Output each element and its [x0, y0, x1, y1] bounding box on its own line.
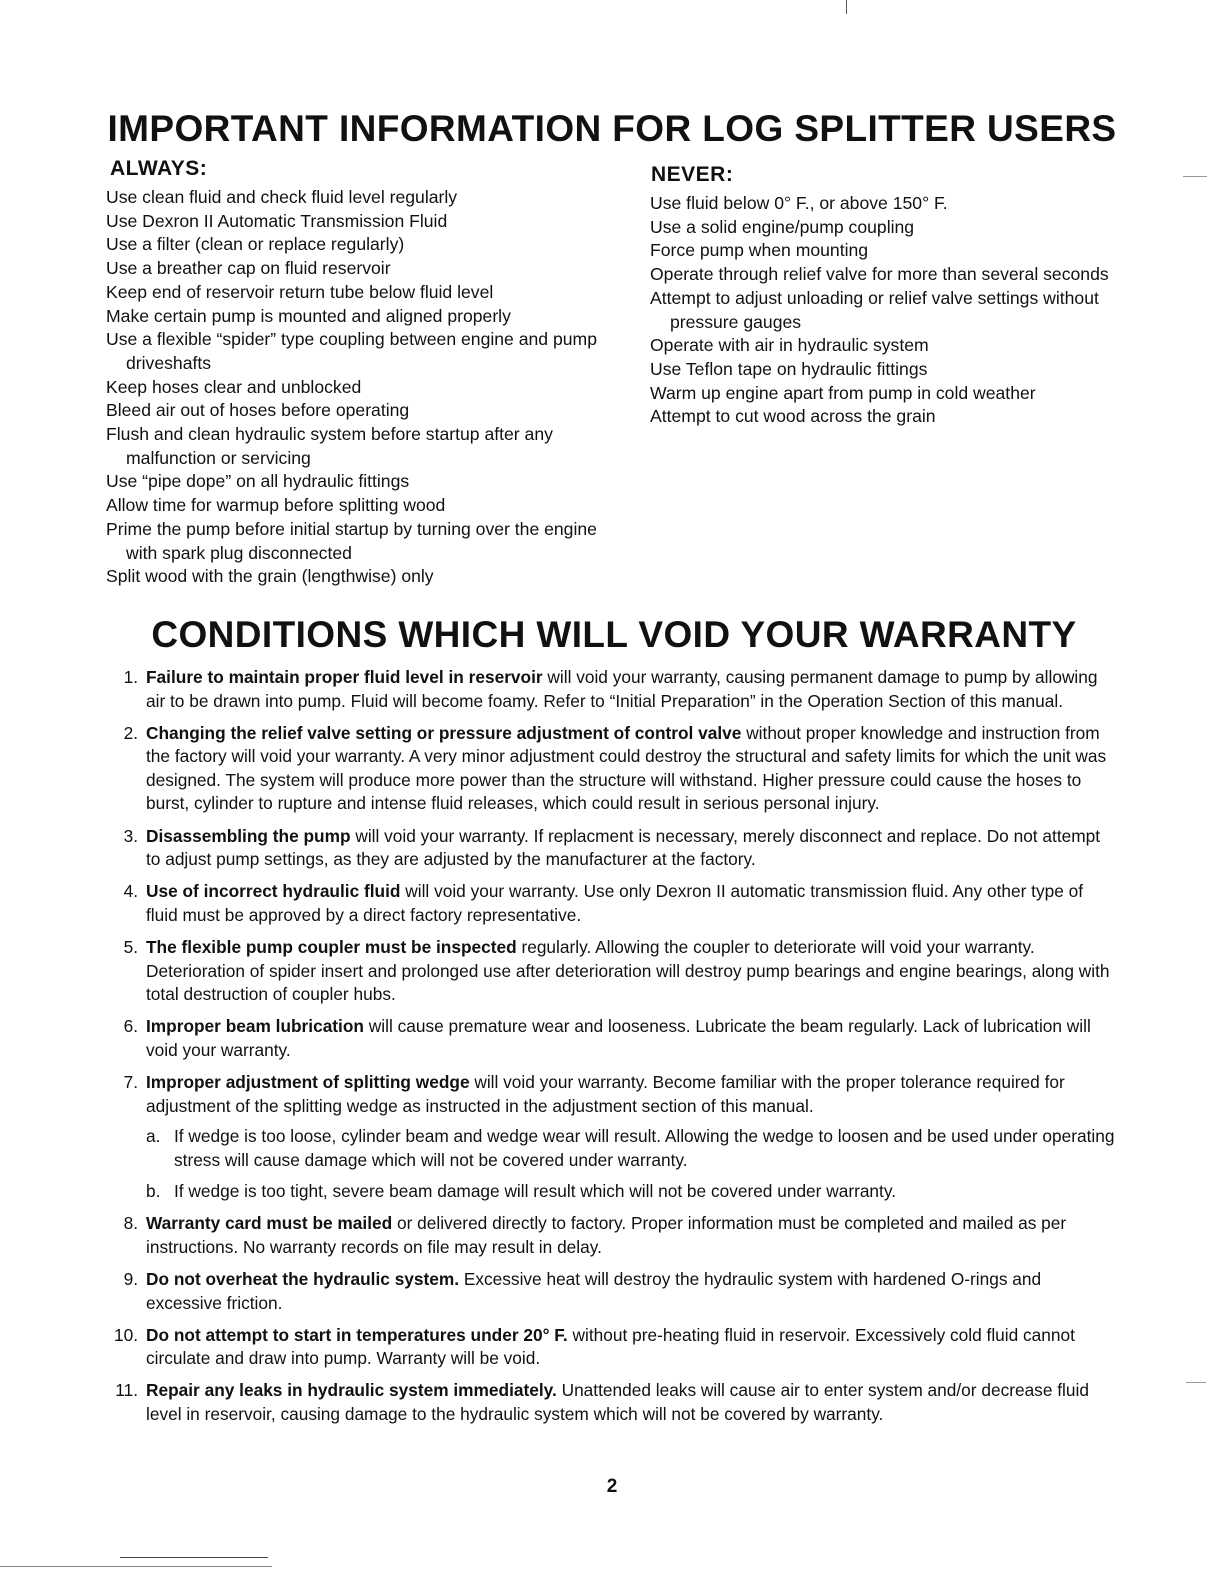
sub-condition — [146, 1125, 1116, 1172]
warranty-condition — [104, 880, 1116, 927]
list-item: Split wood with the grain (lengthwise) only — [106, 566, 434, 587]
condition-text: without pre-heating fluid in reservoir. Excessively cold fluid cannot circulate and draw into pump. Warranty will be void. — [146, 1324, 1075, 1369]
edge-mark — [1183, 176, 1207, 177]
condition-text: or delivered directly to factory. Proper information must be completed and mailed as per instructions. No warranty records on file may result in delay. — [146, 1213, 1067, 1257]
list-item: Keep end of reservoir return tube below fluid level — [106, 281, 494, 302]
warranty-condition — [104, 936, 1116, 1007]
list-item: Operate through relief valve for more than several seconds — [650, 264, 1109, 285]
condition-text: regularly. Allowing the coupler to deteriorate will void your warranty. Deterioration of spider insert and prolonged use after deterioration will destroy pump bearings and engine bearings, along with total destruction of coupler hubs. — [146, 936, 1110, 1005]
condition-sublist — [146, 1125, 1116, 1204]
list-item: Force pump when mounting — [650, 240, 869, 261]
warranty-title: CONDITIONS WHICH WILL VOID YOUR WARRANTY — [151, 614, 1077, 655]
condition-number: 8. — [123, 1213, 138, 1234]
list-item: Use clean fluid and check fluid level regularly — [106, 187, 458, 207]
list-item: Flush and clean hydraulic system before startup after any malfunction or servicing — [106, 424, 553, 468]
condition-lead: Use of incorrect hydraulic fluid — [146, 881, 401, 902]
warranty-condition — [104, 1015, 1116, 1062]
sub-condition-label: b. — [146, 1181, 161, 1202]
condition-number: 1. — [123, 667, 138, 687]
list-item: Attempt to cut wood across the grain — [650, 406, 936, 427]
list-item: Prime the pump before initial startup by turning over the engine with spark plug disconnected — [106, 518, 597, 563]
never-heading: NEVER: — [651, 163, 734, 186]
list-item: Use fluid below 0° F., or above 150° F. — [650, 193, 948, 213]
sub-condition — [146, 1180, 1116, 1204]
condition-lead: The flexible pump coupler must be inspected — [146, 936, 517, 957]
condition-number: 9. — [123, 1269, 138, 1290]
list-item: Use Dexron II Automatic Transmission Fluid — [106, 210, 448, 231]
list-item: Operate with air in hydraulic system — [650, 335, 929, 356]
warranty-condition — [104, 722, 1116, 816]
condition-text: will cause premature wear and looseness. Lubricate the beam regularly. Lack of lubrication will void your warranty. — [146, 1016, 1091, 1060]
condition-lead: Changing the relief valve setting or pressure adjustment of control valve — [146, 722, 742, 743]
condition-number: 11. — [115, 1380, 138, 1401]
list-item: Use a solid engine/pump coupling — [650, 216, 915, 237]
warranty-condition — [104, 825, 1116, 872]
condition-number: 10. — [113, 1324, 138, 1345]
warranty-condition — [104, 666, 1116, 713]
condition-number: 5. — [123, 936, 138, 957]
edge-mark — [1186, 1382, 1206, 1383]
list-item: Use a flexible “spider” type coupling between engine and pump driveshafts — [106, 329, 597, 373]
list-item: Allow time for warmup before splitting wood — [106, 495, 446, 516]
list-item: Bleed air out of hoses before operating — [106, 400, 410, 421]
list-item: Use Teflon tape on hydraulic fittings — [650, 358, 928, 379]
condition-text: will void your warranty, causing permanent damage to pump by allowing air to be drawn into pump. Fluid will become foamy. Refer to “Initial Preparation” in the Operation Section of this manual. — [146, 667, 1098, 711]
list-item: Use “pipe dope” on all hydraulic fittings — [106, 471, 410, 492]
warranty-conditions-list — [104, 666, 1116, 1435]
condition-number: 6. — [123, 1016, 138, 1037]
page-number: 2 — [606, 1476, 618, 1497]
warranty-condition — [104, 1212, 1116, 1259]
list-item: Use a breather cap on fluid reservoir — [106, 258, 391, 279]
condition-text: will void your warranty. Use only Dexron II automatic transmission fluid. Any other type of fluid must be approved by a direct factory representative. — [146, 881, 1084, 925]
condition-number: 7. — [123, 1071, 138, 1092]
sub-condition-label: a. — [146, 1126, 161, 1147]
condition-lead: Improper beam lubrication — [146, 1016, 364, 1037]
condition-text: Excessive heat will destroy the hydraulic system with hardened O-rings and excessive friction. — [146, 1269, 1042, 1313]
condition-number: 2. — [123, 722, 138, 743]
scan-mark — [846, 0, 847, 14]
warranty-condition — [104, 1071, 1116, 1204]
condition-lead: Warranty card must be mailed — [146, 1213, 393, 1234]
sub-condition-text: If wedge is too tight, severe beam damage will result which will not be covered under warranty. — [174, 1181, 897, 1202]
list-item: Attempt to adjust unloading or relief valve settings without pressure gauges — [650, 287, 1099, 332]
list-item: Keep hoses clear and unblocked — [106, 376, 362, 397]
condition-text: will void your warranty. If replacment is necessary, merely disconnect and replace. Do not attempt to adjust pump settings, as they are adjusted by the manufacturer at the factory. — [146, 825, 1101, 870]
always-heading: ALWAYS: — [110, 157, 208, 180]
condition-lead: Improper adjustment of splitting wedge — [146, 1071, 470, 1092]
list-item: Use a filter (clean or replace regularly) — [106, 234, 405, 255]
always-list — [106, 186, 606, 589]
condition-lead: Failure to maintain proper fluid level in reservoir — [146, 667, 543, 687]
condition-lead: Do not overheat the hydraulic system. — [146, 1269, 460, 1290]
condition-lead: Do not attempt to start in temperatures under 20° F. — [146, 1324, 568, 1345]
warranty-condition — [104, 1324, 1116, 1371]
condition-text: without proper knowledge and instruction from the factory will void your warranty. A very minor adjustment could destroy the structural and safety limits for which the unit was designed. The system will produce more power than the structure will withstand. Higher pressure could cause the hoses to burst, cylinder to rupture and intense fluid releases, which could result in serious personal injury. — [146, 722, 1107, 814]
never-list — [650, 192, 1120, 429]
condition-number: 4. — [123, 881, 138, 902]
condition-text: will void your warranty. Become familiar with the proper tolerance required for adjustment of the splitting wedge as instructed in the adjustment section of this manual. — [146, 1071, 1065, 1116]
warranty-condition — [104, 1379, 1116, 1426]
condition-number: 3. — [123, 825, 138, 846]
footer-rule — [0, 1566, 272, 1567]
list-item: Make certain pump is mounted and aligned properly — [106, 305, 511, 326]
condition-lead: Disassembling the pump — [146, 825, 351, 846]
warranty-condition — [104, 1268, 1116, 1315]
sub-condition-text: If wedge is too loose, cylinder beam and wedge wear will result. Allowing the wedge to loosen and be used under operating stress will cause damage which will not be covered under warranty. — [174, 1126, 1115, 1170]
condition-text: Unattended leaks will cause air to enter system and/or decrease fluid level in reservoir, causing damage to the hydraulic system which will not be covered by warranty. — [146, 1380, 1089, 1425]
list-item: Warm up engine apart from pump in cold weather — [650, 382, 1036, 403]
footer-rule — [120, 1557, 268, 1558]
condition-lead: Repair any leaks in hydraulic system immediately. — [146, 1380, 557, 1401]
page-title: IMPORTANT INFORMATION FOR LOG SPLITTER USERS — [107, 108, 1117, 149]
